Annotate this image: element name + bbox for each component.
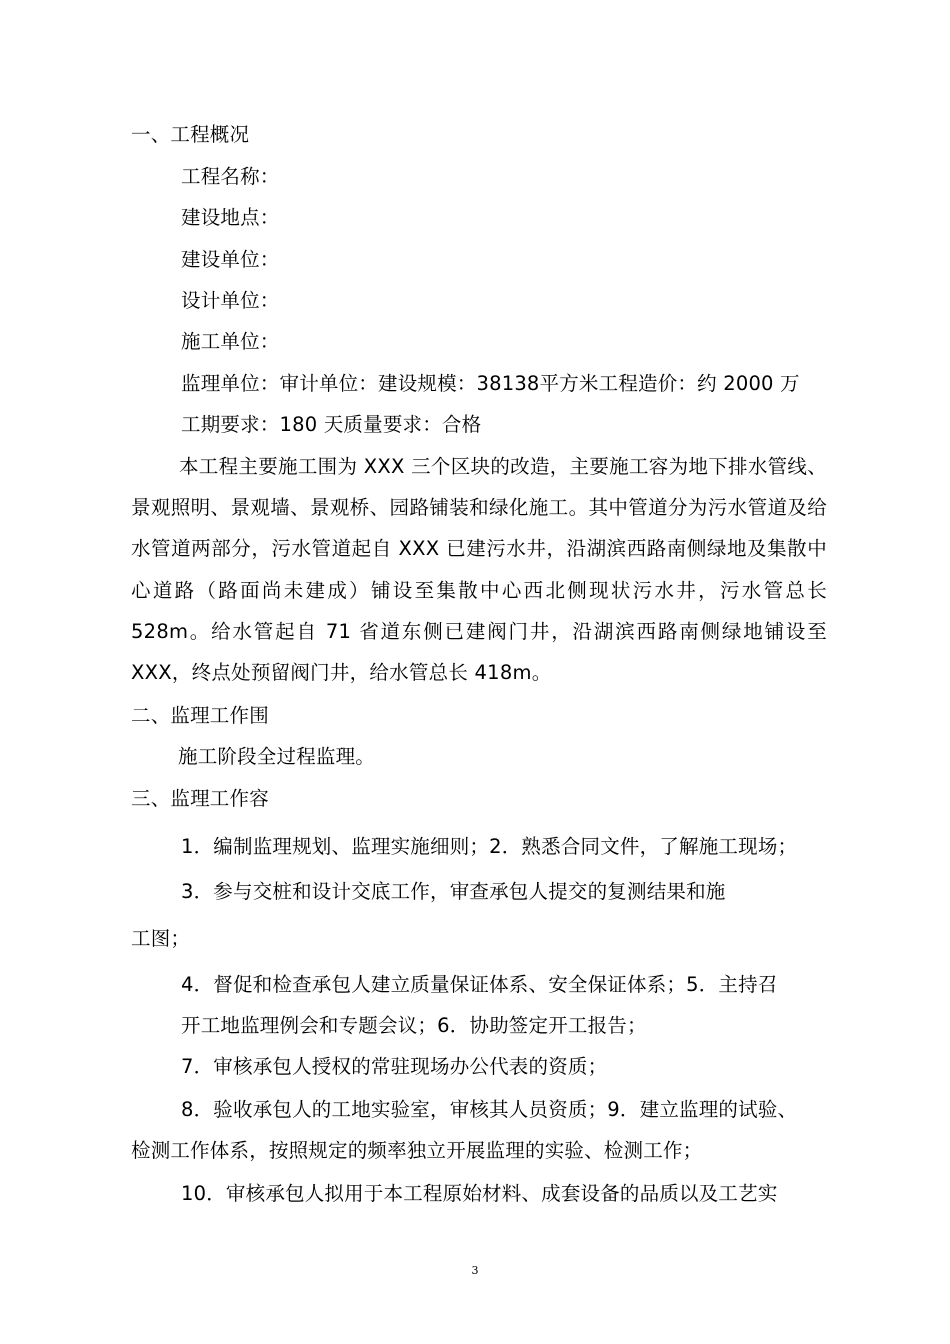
content-item-line: 10．审核承包人拟用于本工程原始材料、成套设备的品质以及工艺实 bbox=[181, 1182, 778, 1205]
scope-body: 施工阶段全过程监理。 bbox=[178, 745, 376, 768]
content-item-line: 工图； bbox=[131, 927, 191, 950]
field-design-unit: 设计单位： bbox=[181, 289, 280, 312]
content-item-line: 3．参与交桩和设计交底工作，审查承包人提交的复测结果和施 bbox=[181, 880, 726, 903]
content-item-line: 8．验收承包人的工地实验室，审核其人员资质；9．建立监理的试验、 bbox=[181, 1098, 798, 1121]
section-heading-content: 三、监理工作容 bbox=[131, 787, 269, 810]
section-heading-overview: 一、工程概况 bbox=[131, 123, 250, 146]
section-heading-scope: 二、监理工作围 bbox=[131, 704, 269, 727]
field-construction-location: 建设地点： bbox=[181, 206, 280, 229]
content-item-line: 1．编制监理规划、监理实施细则；2．熟悉合同文件，了解施工现场； bbox=[181, 835, 798, 858]
content-item-line: 检测工作体系，按照规定的频率独立开展监理的实验、检测工作； bbox=[131, 1139, 703, 1162]
schedule-quality-line: 工期要求：180 天质量要求：合格 bbox=[181, 413, 482, 436]
field-builder-unit: 施工单位： bbox=[181, 330, 280, 353]
field-construction-unit: 建设单位： bbox=[181, 248, 280, 271]
content-item-line: 4．督促和检查承包人建立质量保证体系、安全保证体系；5．主持召 bbox=[181, 973, 778, 996]
page-number: 3 bbox=[471, 1264, 479, 1277]
content-item-line: 开工地监理例会和专题会议；6．协助签定开工报告； bbox=[181, 1014, 647, 1037]
project-description-paragraph: 本工程主要施工围为 XXX 三个区块的改造，主要施工容为地下排水管线、景观照明、景观墙、景观桥、园路铺装和绿化施工。其中管道分为污水管道及给水管道两部分，污水管道起自 XXX 已建污水井，沿湖滨西路南侧绿地及集散中心道路（路面尚未建成）铺设至集散中心西北侧现状污水井，污水管总长 528m。给水管起自 71 省道东侧已建阀门井，沿湖滨西路南侧绿地铺设至 XXX，终点处预留阀门井，给水管总长 418m。 bbox=[131, 455, 827, 685]
supervision-scale-line: 监理单位：审计单位：建设规模：38138平方米工程造价：约 2000 万 bbox=[181, 372, 800, 395]
field-project-name: 工程名称： bbox=[181, 165, 280, 188]
content-item-line: 7．审核承包人授权的常驻现场办公代表的资质； bbox=[181, 1055, 608, 1078]
